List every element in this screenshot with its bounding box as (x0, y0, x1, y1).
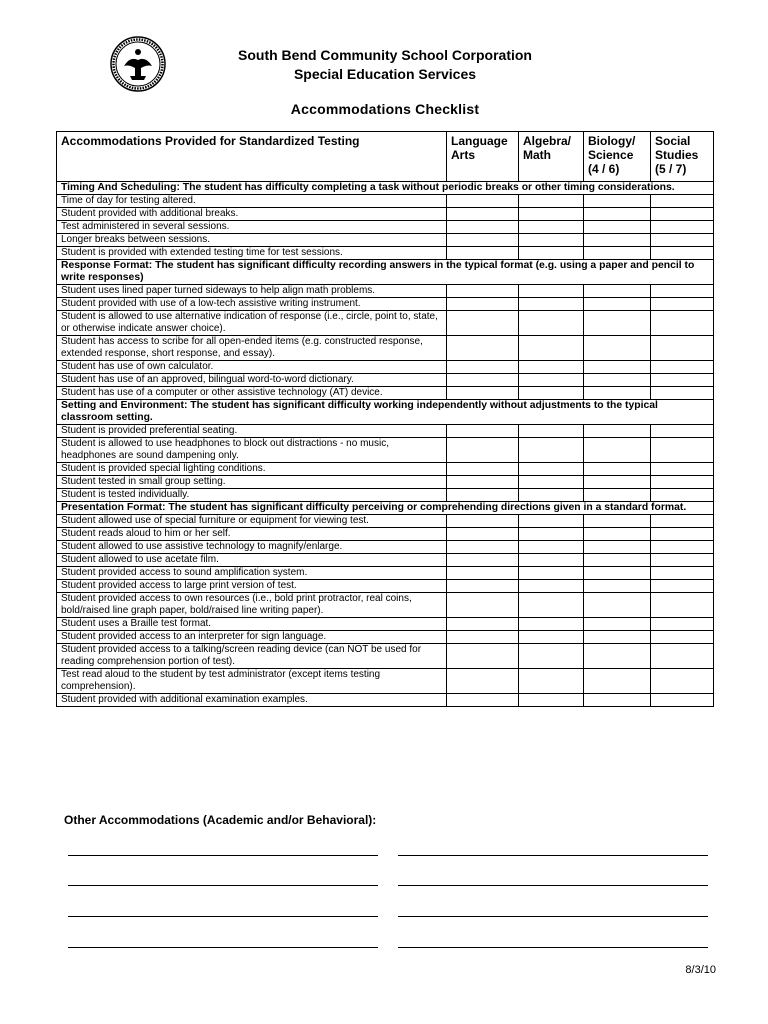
accommodation-item: Student is allowed to use alternative indication of response (i.e., circle, point to, state, or otherwise indicate answer choice). (57, 311, 447, 336)
write-in-line[interactable] (398, 916, 708, 917)
checkbox-cell[interactable] (584, 234, 651, 247)
checkbox-cell[interactable] (447, 285, 519, 298)
checkbox-cell[interactable] (519, 247, 584, 260)
checkbox-cell[interactable] (651, 528, 714, 541)
write-in-line[interactable] (398, 885, 708, 886)
checkbox-cell[interactable] (519, 631, 584, 644)
accommodation-item: Student allowed use of special furniture or equipment for viewing test. (57, 515, 447, 528)
column-header: Language Arts (447, 132, 519, 182)
checkbox-cell[interactable] (519, 298, 584, 311)
checkbox-cell[interactable] (519, 580, 584, 593)
accommodation-item: Student uses lined paper turned sideways to help align math problems. (57, 285, 447, 298)
accommodation-item: Student provided with additional breaks. (57, 208, 447, 221)
checkbox-cell[interactable] (651, 489, 714, 502)
revision-date: 8/3/10 (685, 964, 716, 976)
accommodation-item: Student allowed to use assistive technology to magnify/enlarge. (57, 541, 447, 554)
column-header: Social Studies (5 / 7) (651, 132, 714, 182)
table-row (57, 374, 714, 387)
table-row (57, 298, 714, 311)
column-header: Accommodations Provided for Standardized Testing (57, 132, 447, 182)
table-row (57, 631, 714, 644)
checkbox-cell[interactable] (447, 618, 519, 631)
organization-name: South Bend Community School Corporation (238, 47, 532, 63)
page-title: Accommodations Checklist (290, 101, 480, 117)
checkbox-cell[interactable] (447, 438, 519, 463)
checkbox-cell[interactable] (584, 361, 651, 374)
checkbox-cell[interactable] (447, 644, 519, 669)
checkbox-cell[interactable] (519, 476, 584, 489)
checkbox-cell[interactable] (651, 618, 714, 631)
department-name: Special Education Services (293, 66, 477, 82)
checkbox-cell[interactable] (584, 221, 651, 234)
checkbox-cell[interactable] (447, 374, 519, 387)
table-header-row (57, 132, 714, 182)
checkbox-cell[interactable] (584, 463, 651, 476)
checkbox-cell[interactable] (651, 374, 714, 387)
table-row (57, 644, 714, 669)
checkbox-cell[interactable] (584, 489, 651, 502)
checkbox-cell[interactable] (447, 489, 519, 502)
checkbox-cell[interactable] (447, 528, 519, 541)
checkbox-cell[interactable] (584, 425, 651, 438)
accommodation-item: Student is provided with extended testing time for test sessions. (57, 247, 447, 260)
checkbox-cell[interactable] (651, 195, 714, 208)
checkbox-cell[interactable] (519, 554, 584, 567)
checkbox-cell[interactable] (447, 425, 519, 438)
checkbox-cell[interactable] (519, 336, 584, 361)
checkbox-cell[interactable] (519, 644, 584, 669)
checkbox-cell[interactable] (519, 669, 584, 694)
checkbox-cell[interactable] (584, 554, 651, 567)
checkbox-cell[interactable] (584, 528, 651, 541)
checkbox-cell[interactable] (519, 541, 584, 554)
checkbox-cell[interactable] (447, 631, 519, 644)
checkbox-cell[interactable] (584, 195, 651, 208)
checkbox-cell[interactable] (651, 644, 714, 669)
accommodation-item: Longer breaks between sessions. (57, 234, 447, 247)
checkbox-cell[interactable] (519, 195, 584, 208)
checkbox-cell[interactable] (519, 618, 584, 631)
checkbox-cell[interactable] (651, 387, 714, 400)
checkbox-cell[interactable] (447, 541, 519, 554)
checkbox-cell[interactable] (447, 221, 519, 234)
accommodation-item: Student provided access to sound amplification system. (57, 567, 447, 580)
accommodation-item: Student provided access to a talking/screen reading device (can NOT be used for reading comprehension portion of test). (57, 644, 447, 669)
checkbox-cell[interactable] (651, 580, 714, 593)
checkbox-cell[interactable] (584, 541, 651, 554)
checkbox-cell[interactable] (584, 476, 651, 489)
checkbox-cell[interactable] (651, 311, 714, 336)
checkbox-cell[interactable] (651, 476, 714, 489)
checkbox-cell[interactable] (447, 567, 519, 580)
accommodation-item: Student provided access to large print version of test. (57, 580, 447, 593)
checkbox-cell[interactable] (447, 515, 519, 528)
accommodation-item: Student provided with additional examination examples. (57, 694, 447, 707)
checkbox-cell[interactable] (651, 336, 714, 361)
checkbox-cell[interactable] (584, 515, 651, 528)
table-row (57, 463, 714, 476)
checkbox-cell[interactable] (519, 208, 584, 221)
section-heading-row (57, 182, 714, 195)
accommodation-item: Student uses a Braille test format. (57, 618, 447, 631)
table-row (57, 387, 714, 400)
write-in-line[interactable] (68, 885, 378, 886)
checkbox-cell[interactable] (447, 593, 519, 618)
checkbox-cell[interactable] (651, 208, 714, 221)
checkbox-cell[interactable] (447, 476, 519, 489)
checkbox-cell[interactable] (447, 195, 519, 208)
checkbox-cell[interactable] (519, 438, 584, 463)
table-row (57, 208, 714, 221)
table-row (57, 528, 714, 541)
table-row (57, 593, 714, 618)
checkbox-cell[interactable] (651, 567, 714, 580)
checkbox-cell[interactable] (651, 515, 714, 528)
checkbox-cell[interactable] (651, 593, 714, 618)
checkbox-cell[interactable] (519, 374, 584, 387)
checkbox-cell[interactable] (584, 618, 651, 631)
checkbox-cell[interactable] (651, 554, 714, 567)
checkbox-cell[interactable] (584, 374, 651, 387)
checkbox-cell[interactable] (584, 247, 651, 260)
checkbox-cell[interactable] (651, 234, 714, 247)
table-row (57, 618, 714, 631)
checkbox-cell[interactable] (584, 311, 651, 336)
checkbox-cell[interactable] (447, 361, 519, 374)
table-row (57, 311, 714, 336)
write-in-line[interactable] (68, 855, 378, 856)
checkbox-cell[interactable] (584, 631, 651, 644)
table-row (57, 221, 714, 234)
section-heading: Presentation Format: The student has significant difficulty perceiving or comprehending directions given in a standard format. (57, 502, 714, 515)
checkbox-cell[interactable] (584, 208, 651, 221)
checkbox-cell[interactable] (447, 387, 519, 400)
accommodation-item: Student provided with use of a low-tech assistive writing instrument. (57, 298, 447, 311)
checkbox-cell[interactable] (519, 489, 584, 502)
accommodations-table (56, 131, 714, 707)
table-row (57, 580, 714, 593)
table-row (57, 694, 714, 707)
accommodation-item: Student tested in small group setting. (57, 476, 447, 489)
checkbox-cell[interactable] (651, 298, 714, 311)
checkbox-cell[interactable] (519, 694, 584, 707)
table-row (57, 361, 714, 374)
checkbox-cell[interactable] (651, 694, 714, 707)
accommodation-item: Time of day for testing altered. (57, 195, 447, 208)
section-heading: Response Format: The student has significant difficulty recording answers in the typical format (e.g. using a paper and pencil to write responses) (57, 260, 714, 285)
accommodation-item: Student provided access to an interpreter for sign language. (57, 631, 447, 644)
accommodation-item: Student reads aloud to him or her self. (57, 528, 447, 541)
checkbox-cell[interactable] (651, 631, 714, 644)
table-row (57, 425, 714, 438)
checkbox-cell[interactable] (519, 285, 584, 298)
school-seal-logo (110, 36, 166, 92)
accommodation-item: Student provided access to own resources (i.e., bold print protractor, real coins, bold/raised line graph paper, bold/raised line writing paper). (57, 593, 447, 618)
accommodation-item: Student has use of a computer or other assistive technology (AT) device. (57, 387, 447, 400)
checkbox-cell[interactable] (584, 387, 651, 400)
checkbox-cell[interactable] (519, 528, 584, 541)
section-heading-row (57, 400, 714, 425)
table-row (57, 554, 714, 567)
checkbox-cell[interactable] (584, 580, 651, 593)
other-accommodations-label: Other Accommodations (Academic and/or Behavioral): (64, 813, 377, 827)
checkbox-cell[interactable] (447, 247, 519, 260)
write-in-line[interactable] (398, 947, 708, 948)
section-heading-row (57, 260, 714, 285)
checkbox-cell[interactable] (519, 463, 584, 476)
checkbox-cell[interactable] (651, 285, 714, 298)
checkbox-cell[interactable] (447, 554, 519, 567)
checkbox-cell[interactable] (519, 515, 584, 528)
column-header: Algebra/ Math (519, 132, 584, 182)
table-row (57, 541, 714, 554)
checkbox-cell[interactable] (651, 669, 714, 694)
table-row (57, 567, 714, 580)
checkbox-cell[interactable] (584, 298, 651, 311)
checkbox-cell[interactable] (584, 669, 651, 694)
table-row (57, 476, 714, 489)
accommodation-item: Student allowed to use acetate film. (57, 554, 447, 567)
table-row (57, 515, 714, 528)
accommodation-item: Student has access to scribe for all open-ended items (e.g. constructed response, extended response, short response, and essay). (57, 336, 447, 361)
checkbox-cell[interactable] (519, 425, 584, 438)
checkbox-cell[interactable] (519, 361, 584, 374)
checkbox-cell[interactable] (519, 567, 584, 580)
table-row (57, 336, 714, 361)
checkbox-cell[interactable] (584, 567, 651, 580)
table-row (57, 195, 714, 208)
checkbox-cell[interactable] (519, 593, 584, 618)
checkbox-cell[interactable] (519, 221, 584, 234)
table-row (57, 669, 714, 694)
accommodation-item: Student has use of an approved, bilingual word-to-word dictionary. (57, 374, 447, 387)
checkbox-cell[interactable] (584, 644, 651, 669)
checkbox-cell[interactable] (584, 593, 651, 618)
checkbox-cell[interactable] (584, 336, 651, 361)
column-header: Biology/ Science (4 / 6) (584, 132, 651, 182)
checkbox-cell[interactable] (447, 336, 519, 361)
checkbox-cell[interactable] (447, 298, 519, 311)
write-in-line[interactable] (398, 855, 708, 856)
table-row (57, 438, 714, 463)
checkbox-cell[interactable] (651, 247, 714, 260)
checkbox-cell[interactable] (584, 285, 651, 298)
checkbox-cell[interactable] (447, 234, 519, 247)
accommodation-item: Student has use of own calculator. (57, 361, 447, 374)
checkbox-cell[interactable] (447, 208, 519, 221)
table-row (57, 285, 714, 298)
checkbox-cell[interactable] (447, 580, 519, 593)
accommodation-item: Student is allowed to use headphones to block out distractions - no music, headphones are sound dampening only. (57, 438, 447, 463)
section-heading: Timing And Scheduling: The student has difficulty completing a task without periodic breaks or other timing considerations. (57, 182, 714, 195)
checkbox-cell[interactable] (447, 694, 519, 707)
table-row (57, 489, 714, 502)
accommodation-item: Student is tested individually. (57, 489, 447, 502)
checkbox-cell[interactable] (519, 387, 584, 400)
checkbox-cell[interactable] (584, 438, 651, 463)
section-heading: Setting and Environment: The student has significant difficulty working independently without adjustments to the typical classroom setting. (57, 400, 714, 425)
section-heading-row (57, 502, 714, 515)
checkbox-cell[interactable] (651, 438, 714, 463)
write-in-line[interactable] (68, 916, 378, 917)
checkbox-cell[interactable] (447, 669, 519, 694)
accommodation-item: Student is provided special lighting conditions. (57, 463, 447, 476)
checkbox-cell[interactable] (651, 425, 714, 438)
checkbox-cell[interactable] (584, 694, 651, 707)
accommodation-item: Test read aloud to the student by test administrator (except items testing comprehension). (57, 669, 447, 694)
checkbox-cell[interactable] (519, 311, 584, 336)
table-row (57, 234, 714, 247)
checkbox-cell[interactable] (447, 463, 519, 476)
checkbox-cell[interactable] (447, 311, 519, 336)
write-in-line[interactable] (68, 947, 378, 948)
checkbox-cell[interactable] (651, 361, 714, 374)
checkbox-cell[interactable] (651, 463, 714, 476)
table-row (57, 247, 714, 260)
checkbox-cell[interactable] (651, 541, 714, 554)
checkbox-cell[interactable] (519, 234, 584, 247)
accommodation-item: Student is provided preferential seating. (57, 425, 447, 438)
checkbox-cell[interactable] (651, 221, 714, 234)
accommodation-item: Test administered in several sessions. (57, 221, 447, 234)
